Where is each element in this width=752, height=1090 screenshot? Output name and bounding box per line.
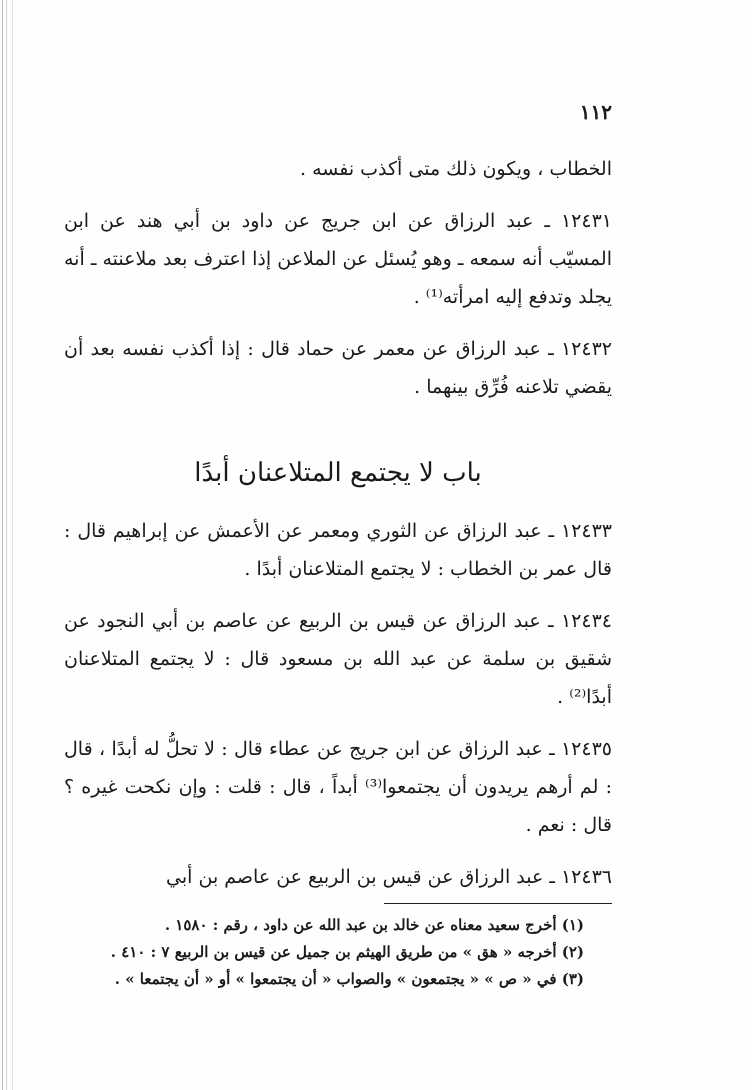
footnotes xyxy=(64,912,584,993)
paragraph-12432: ١٢٤٣٢ ـ عبد الرزاق عن معمر عن حماد قال : إذا أكذب نفسه بعد أن يقضي تلاعنه فُرِّق بينهما . xyxy=(64,338,612,398)
footnote-3: (٣) في « ص » « يجتمعون » والصواب « أن يجتمعوا » أو « أن يجتمعا » . xyxy=(114,970,584,988)
paragraph-12434: ١٢٤٣٤ ـ عبد الرزاق عن قيس بن الربيع عن عاصم بن أبي النجود عن شقيق بن سلمة عن عبد الله بن مسعود قال : لا يجتمع المتلاعنان أبدًا⁽²⁾ . xyxy=(64,610,612,708)
footnote-1: (١) أخرج سعيد معناه عن خالد بن عبد الله عن داود ، رقم : ١٥٨٠ . xyxy=(164,916,584,934)
footnote-2: (٢) أخرجه « هق » من طريق الهيثم بن جميل عن قيس بن الربيع ٧ : ٤١٠ . xyxy=(110,943,584,961)
paragraph-12436: ١٢٤٣٦ ـ عبد الرزاق عن قيس بن الربيع عن عاصم بن أبي xyxy=(166,866,612,888)
page-number: ١١٢ xyxy=(579,100,612,124)
text-block-top xyxy=(64,150,612,406)
footnote-divider xyxy=(384,903,612,904)
paragraph-continuation: الخطاب ، ويكون ذلك متى أكذب نفسه . xyxy=(300,158,612,180)
scan-edge-line xyxy=(2,0,3,1090)
paragraph-12431: ١٢٤٣١ ـ عبد الرزاق عن ابن جريج عن داود بن أبي هند عن ابن المسيّب أنه سمعه ـ وهو يُسئل عن الملاعن إذا اعترف بعد ملاعنته ـ أنه يجلد وتدفع إليه امرأته⁽¹⁾ . xyxy=(64,210,612,308)
scan-edge-line xyxy=(6,0,7,1090)
text-block-bottom xyxy=(64,512,612,896)
paragraph-12433: ١٢٤٣٣ ـ عبد الرزاق عن الثوري ومعمر عن الأعمش عن إبراهيم قال : قال عمر بن الخطاب : لا يجتمع المتلاعنان أبدًا . xyxy=(64,520,612,580)
chapter-title: باب لا يجتمع المتلاعنان أبدًا xyxy=(194,458,482,488)
paragraph-12435: ١٢٤٣٥ ـ عبد الرزاق عن ابن جريج عن عطاء قال : لا تحلُّ له أبدًا ، قال : لم أرهم يريدون أن يجتمعوا⁽³⁾ أبداً ، قال : قلت : وإن نكحت غيره ؟ قال : نعم . xyxy=(64,738,612,836)
scan-edge-line xyxy=(12,0,13,1090)
